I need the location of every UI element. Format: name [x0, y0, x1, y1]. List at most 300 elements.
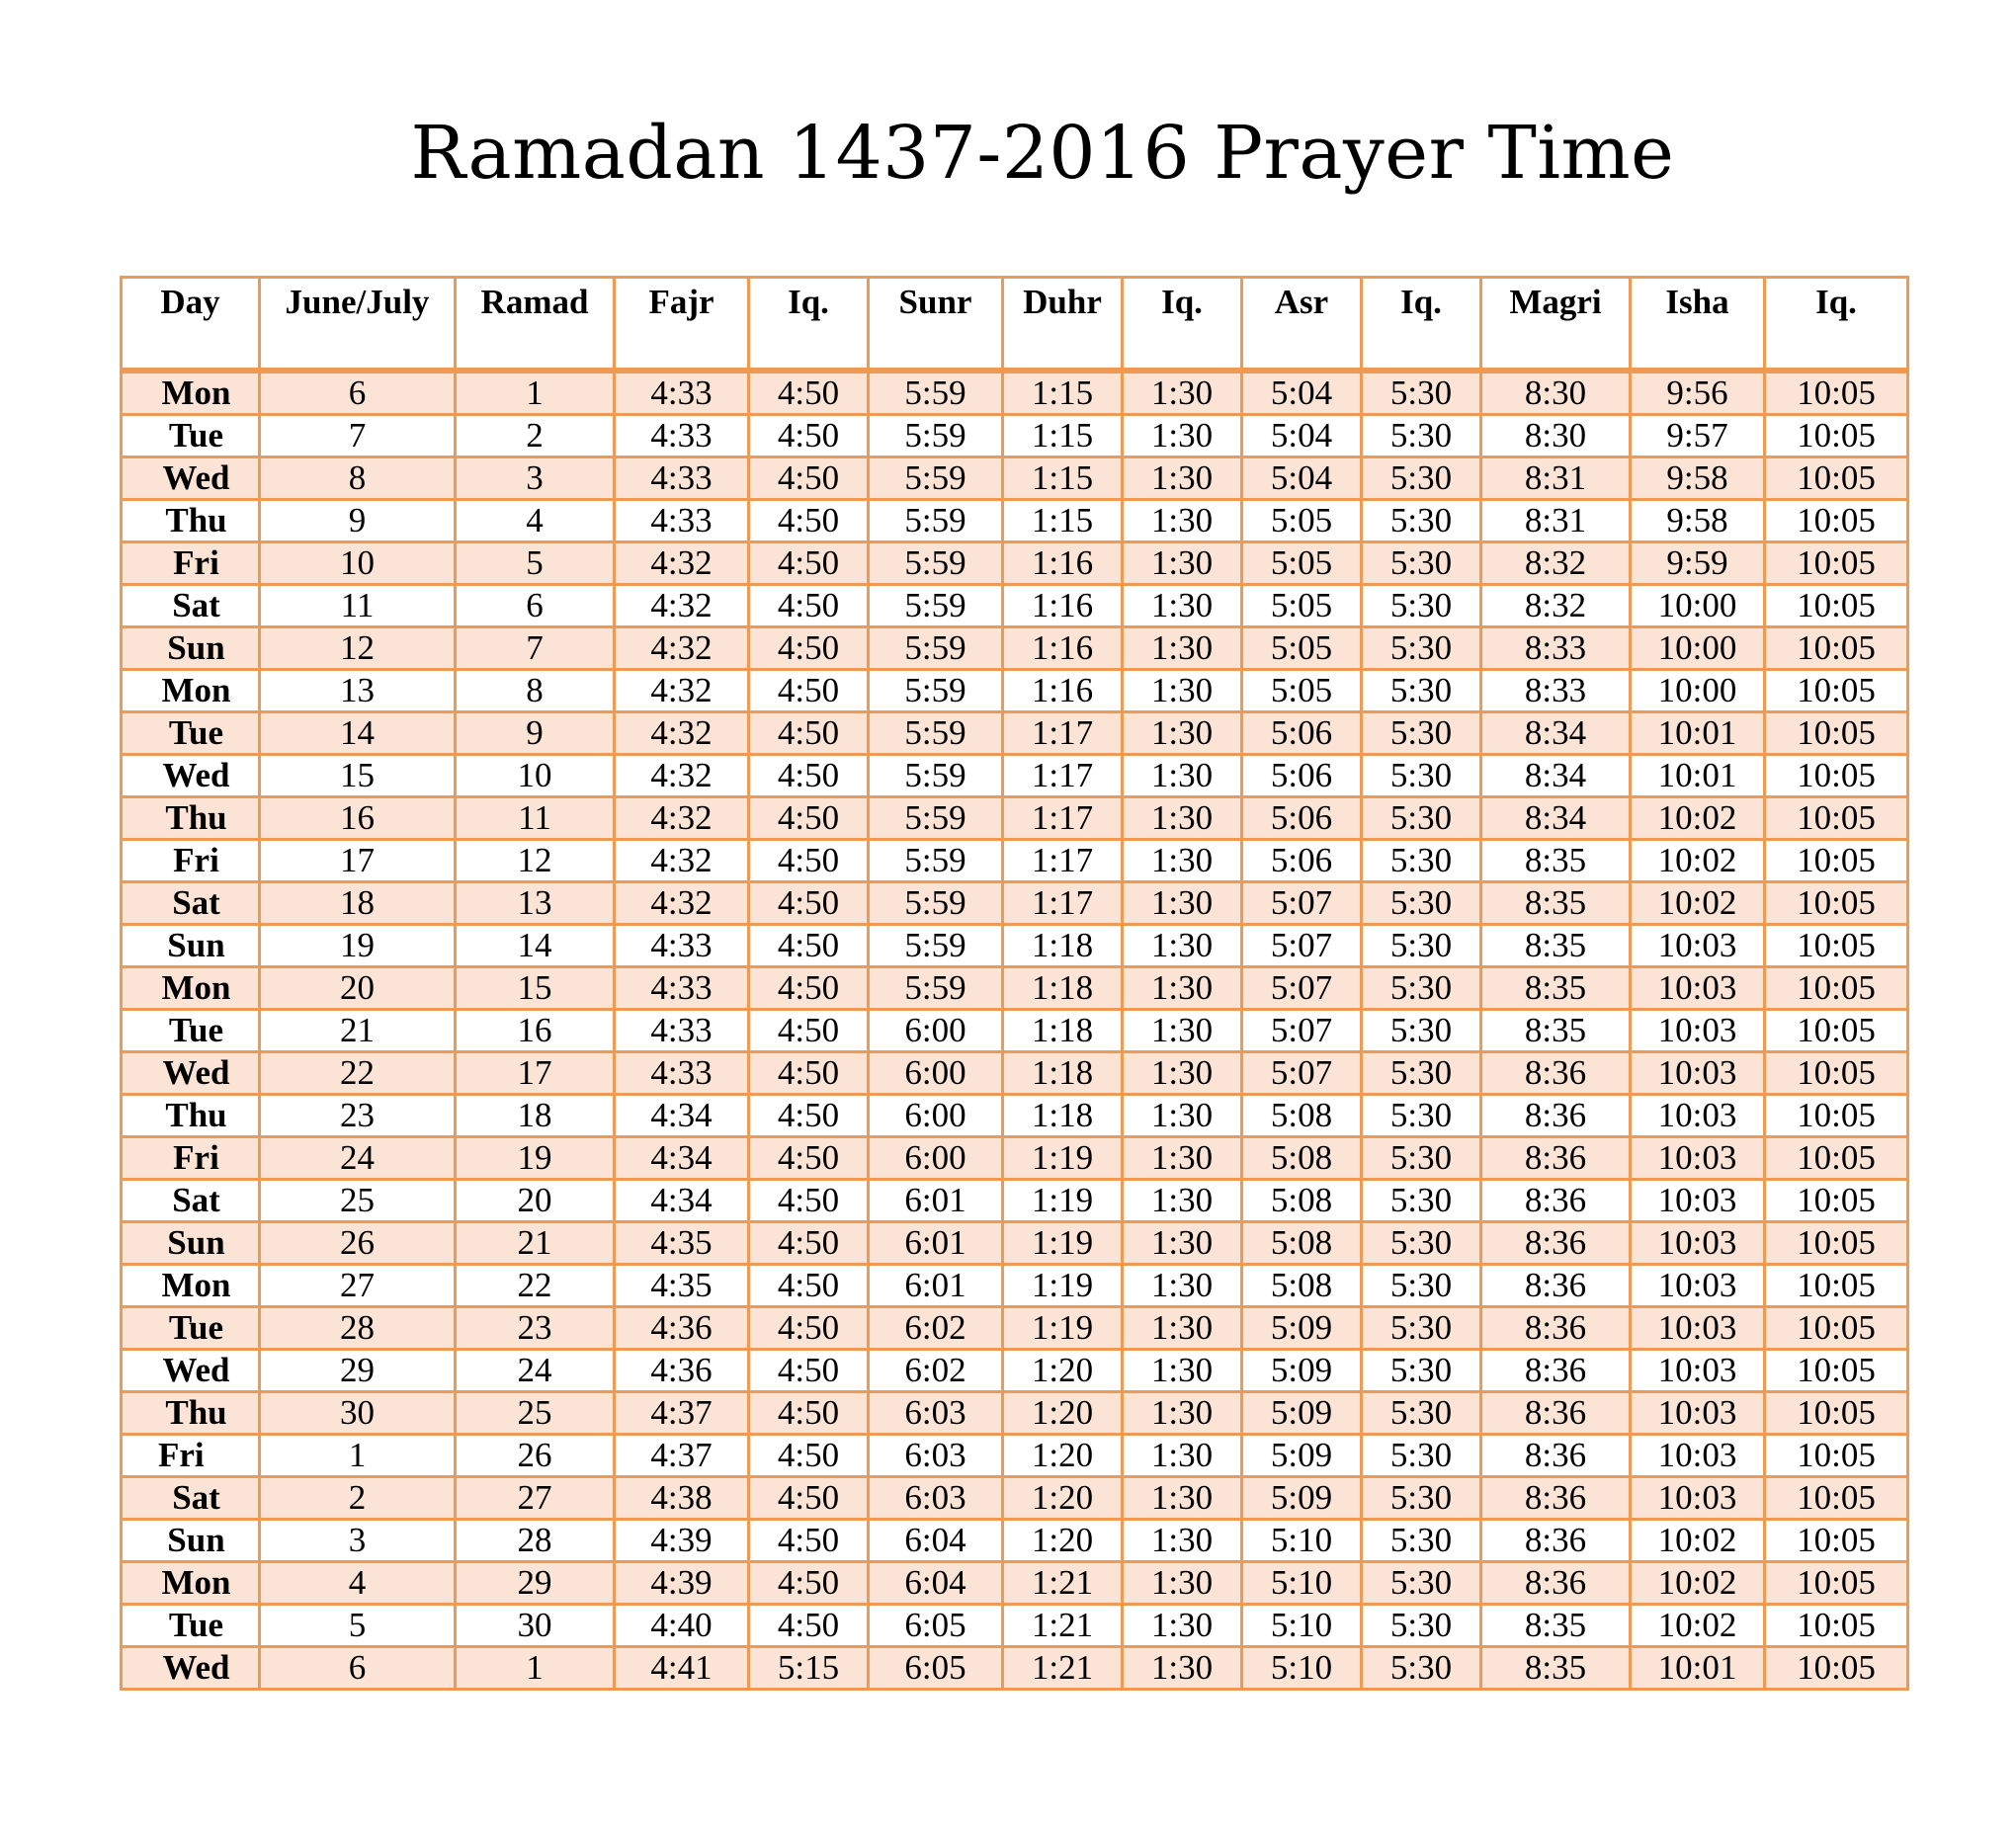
ramadan-day-cell: 14	[456, 925, 615, 967]
table-row	[122, 1095, 1908, 1137]
ramadan-day-cell: 8	[456, 670, 615, 712]
maghrib-cell: 8:36	[1481, 1477, 1631, 1520]
date-cell: 21	[260, 1010, 456, 1052]
fajr-cell: 4:33	[615, 371, 749, 415]
header-isha: Isha	[1631, 278, 1765, 372]
day-cell: Fri	[122, 542, 260, 585]
duhr-cell: 1:19	[1003, 1265, 1123, 1307]
date-cell: 26	[260, 1222, 456, 1265]
header-fajr-iqama: Iq.	[749, 278, 869, 372]
fajr-cell: 4:33	[615, 967, 749, 1010]
asr-cell: 5:05	[1242, 585, 1362, 627]
asr-iqama-cell: 5:30	[1362, 1562, 1481, 1605]
duhr-cell: 1:15	[1003, 457, 1123, 500]
date-cell: 11	[260, 585, 456, 627]
maghrib-cell: 8:34	[1481, 712, 1631, 755]
duhr-cell: 1:16	[1003, 627, 1123, 670]
header-ramadan-day: Ramad	[456, 278, 615, 372]
sunrise-cell: 6:01	[869, 1265, 1003, 1307]
fajr-cell: 4:39	[615, 1520, 749, 1562]
duhr-iqama-cell: 1:30	[1123, 1052, 1242, 1095]
asr-iqama-cell: 5:30	[1362, 500, 1481, 542]
isha-iqama-cell: 10:05	[1765, 925, 1908, 967]
duhr-iqama-cell: 1:30	[1123, 967, 1242, 1010]
ramadan-day-cell: 22	[456, 1265, 615, 1307]
day-cell: Sat	[122, 585, 260, 627]
sunrise-cell: 6:01	[869, 1222, 1003, 1265]
day-cell: Sat	[122, 882, 260, 925]
fajr-cell: 4:33	[615, 1052, 749, 1095]
fajr-cell: 4:32	[615, 627, 749, 670]
sunrise-cell: 5:59	[869, 840, 1003, 882]
duhr-iqama-cell: 1:30	[1123, 500, 1242, 542]
duhr-cell: 1:20	[1003, 1477, 1123, 1520]
asr-iqama-cell: 5:30	[1362, 1350, 1481, 1392]
date-cell: 6	[260, 371, 456, 415]
isha-cell: 10:03	[1631, 967, 1765, 1010]
ramadan-day-cell: 9	[456, 712, 615, 755]
duhr-iqama-cell: 1:30	[1123, 840, 1242, 882]
table-row	[122, 1477, 1908, 1520]
day-cell: Thu	[122, 1392, 260, 1435]
duhr-iqama-cell: 1:30	[1123, 1350, 1242, 1392]
fajr-iqama-cell: 4:50	[749, 712, 869, 755]
fajr-cell: 4:41	[615, 1647, 749, 1690]
table-row	[122, 755, 1908, 797]
header-sunrise: Sunr	[869, 278, 1003, 372]
header-fajr: Fajr	[615, 278, 749, 372]
duhr-cell: 1:15	[1003, 415, 1123, 457]
date-cell: 5	[260, 1605, 456, 1647]
isha-iqama-cell: 10:05	[1765, 1010, 1908, 1052]
duhr-iqama-cell: 1:30	[1123, 457, 1242, 500]
fajr-iqama-cell: 4:50	[749, 1010, 869, 1052]
isha-cell: 10:01	[1631, 712, 1765, 755]
duhr-iqama-cell: 1:30	[1123, 1307, 1242, 1350]
isha-iqama-cell: 10:05	[1765, 1392, 1908, 1435]
duhr-iqama-cell: 1:30	[1123, 1180, 1242, 1222]
duhr-iqama-cell: 1:30	[1123, 882, 1242, 925]
day-cell: Tue	[122, 1605, 260, 1647]
date-cell: 3	[260, 1520, 456, 1562]
maghrib-cell: 8:35	[1481, 1647, 1631, 1690]
duhr-iqama-cell: 1:30	[1123, 542, 1242, 585]
maghrib-cell: 8:32	[1481, 585, 1631, 627]
date-cell: 2	[260, 1477, 456, 1520]
table-row	[122, 797, 1908, 840]
day-cell: Wed	[122, 755, 260, 797]
duhr-iqama-cell: 1:30	[1123, 1137, 1242, 1180]
sunrise-cell: 5:59	[869, 670, 1003, 712]
fajr-cell: 4:33	[615, 457, 749, 500]
asr-cell: 5:07	[1242, 1010, 1362, 1052]
day-cell: Mon	[122, 371, 260, 415]
ramadan-day-cell: 27	[456, 1477, 615, 1520]
asr-iqama-cell: 5:30	[1362, 585, 1481, 627]
fajr-iqama-cell: 4:50	[749, 1562, 869, 1605]
duhr-cell: 1:17	[1003, 840, 1123, 882]
isha-iqama-cell: 10:05	[1765, 1052, 1908, 1095]
asr-cell: 5:09	[1242, 1350, 1362, 1392]
duhr-cell: 1:16	[1003, 585, 1123, 627]
fajr-cell: 4:35	[615, 1222, 749, 1265]
sunrise-cell: 6:05	[869, 1647, 1003, 1690]
asr-cell: 5:08	[1242, 1095, 1362, 1137]
duhr-cell: 1:18	[1003, 1095, 1123, 1137]
day-cell: Mon	[122, 670, 260, 712]
isha-cell: 10:03	[1631, 1052, 1765, 1095]
asr-cell: 5:08	[1242, 1265, 1362, 1307]
sunrise-cell: 5:59	[869, 627, 1003, 670]
isha-cell: 10:03	[1631, 925, 1765, 967]
asr-cell: 5:07	[1242, 967, 1362, 1010]
sunrise-cell: 6:04	[869, 1520, 1003, 1562]
table-row	[122, 967, 1908, 1010]
fajr-cell: 4:33	[615, 500, 749, 542]
duhr-cell: 1:19	[1003, 1137, 1123, 1180]
maghrib-cell: 8:30	[1481, 371, 1631, 415]
date-cell: 6	[260, 1647, 456, 1690]
isha-iqama-cell: 10:05	[1765, 1307, 1908, 1350]
ramadan-day-cell: 15	[456, 967, 615, 1010]
asr-cell: 5:05	[1242, 542, 1362, 585]
sunrise-cell: 5:59	[869, 585, 1003, 627]
date-cell: 28	[260, 1307, 456, 1350]
ramadan-day-cell: 25	[456, 1392, 615, 1435]
duhr-iqama-cell: 1:30	[1123, 797, 1242, 840]
asr-cell: 5:08	[1242, 1180, 1362, 1222]
isha-iqama-cell: 10:05	[1765, 1222, 1908, 1265]
table-row	[122, 1647, 1908, 1690]
day-cell: Thu	[122, 1095, 260, 1137]
table-row	[122, 1307, 1908, 1350]
ramadan-day-cell: 29	[456, 1562, 615, 1605]
isha-cell: 10:03	[1631, 1222, 1765, 1265]
asr-iqama-cell: 5:30	[1362, 797, 1481, 840]
fajr-iqama-cell: 4:50	[749, 1265, 869, 1307]
duhr-iqama-cell: 1:30	[1123, 1562, 1242, 1605]
asr-cell: 5:09	[1242, 1392, 1362, 1435]
maghrib-cell: 8:34	[1481, 755, 1631, 797]
fajr-iqama-cell: 4:50	[749, 1435, 869, 1477]
fajr-cell: 4:32	[615, 670, 749, 712]
fajr-iqama-cell: 4:50	[749, 1095, 869, 1137]
asr-cell: 5:07	[1242, 1052, 1362, 1095]
isha-cell: 10:03	[1631, 1392, 1765, 1435]
duhr-cell: 1:20	[1003, 1435, 1123, 1477]
isha-iqama-cell: 10:05	[1765, 415, 1908, 457]
asr-cell: 5:10	[1242, 1562, 1362, 1605]
duhr-cell: 1:18	[1003, 1010, 1123, 1052]
duhr-iqama-cell: 1:30	[1123, 712, 1242, 755]
day-cell: Wed	[122, 1350, 260, 1392]
duhr-cell: 1:21	[1003, 1605, 1123, 1647]
ramadan-day-cell: 10	[456, 755, 615, 797]
duhr-cell: 1:19	[1003, 1180, 1123, 1222]
isha-iqama-cell: 10:05	[1765, 1095, 1908, 1137]
fajr-cell: 4:32	[615, 712, 749, 755]
date-cell: 29	[260, 1350, 456, 1392]
isha-cell: 9:58	[1631, 500, 1765, 542]
ramadan-day-cell: 1	[456, 1647, 615, 1690]
sunrise-cell: 6:03	[869, 1435, 1003, 1477]
isha-iqama-cell: 10:05	[1765, 797, 1908, 840]
fajr-cell: 4:39	[615, 1562, 749, 1605]
day-cell: Fri	[122, 840, 260, 882]
asr-iqama-cell: 5:30	[1362, 1265, 1481, 1307]
asr-iqama-cell: 5:30	[1362, 967, 1481, 1010]
duhr-iqama-cell: 1:30	[1123, 1095, 1242, 1137]
asr-cell: 5:04	[1242, 415, 1362, 457]
isha-cell: 10:03	[1631, 1137, 1765, 1180]
asr-cell: 5:09	[1242, 1435, 1362, 1477]
isha-iqama-cell: 10:05	[1765, 500, 1908, 542]
header-isha-iqama: Iq.	[1765, 278, 1908, 372]
isha-cell: 10:00	[1631, 670, 1765, 712]
asr-cell: 5:10	[1242, 1647, 1362, 1690]
fajr-iqama-cell: 5:15	[749, 1647, 869, 1690]
isha-cell: 10:02	[1631, 797, 1765, 840]
asr-iqama-cell: 5:30	[1362, 1052, 1481, 1095]
asr-iqama-cell: 5:30	[1362, 882, 1481, 925]
fajr-iqama-cell: 4:50	[749, 797, 869, 840]
asr-iqama-cell: 5:30	[1362, 1010, 1481, 1052]
isha-iqama-cell: 10:05	[1765, 1435, 1908, 1477]
asr-iqama-cell: 5:30	[1362, 840, 1481, 882]
maghrib-cell: 8:36	[1481, 1137, 1631, 1180]
duhr-cell: 1:17	[1003, 882, 1123, 925]
isha-iqama-cell: 10:05	[1765, 1520, 1908, 1562]
asr-cell: 5:09	[1242, 1307, 1362, 1350]
isha-cell: 9:57	[1631, 415, 1765, 457]
maghrib-cell: 8:36	[1481, 1222, 1631, 1265]
duhr-cell: 1:16	[1003, 670, 1123, 712]
fajr-iqama-cell: 4:50	[749, 542, 869, 585]
maghrib-cell: 8:36	[1481, 1392, 1631, 1435]
isha-iqama-cell: 10:05	[1765, 1180, 1908, 1222]
fajr-iqama-cell: 4:50	[749, 1307, 869, 1350]
header-row	[122, 278, 1908, 372]
fajr-iqama-cell: 4:50	[749, 1477, 869, 1520]
sunrise-cell: 6:02	[869, 1307, 1003, 1350]
isha-cell: 10:03	[1631, 1477, 1765, 1520]
table-row	[122, 1392, 1908, 1435]
asr-cell: 5:07	[1242, 925, 1362, 967]
table-row	[122, 627, 1908, 670]
maghrib-cell: 8:33	[1481, 670, 1631, 712]
ramadan-day-cell: 6	[456, 585, 615, 627]
fajr-iqama-cell: 4:50	[749, 925, 869, 967]
day-cell: Tue	[122, 712, 260, 755]
duhr-cell: 1:17	[1003, 755, 1123, 797]
day-cell: Mon	[122, 1562, 260, 1605]
day-cell: Fri	[122, 1137, 260, 1180]
ramadan-day-cell: 2	[456, 415, 615, 457]
ramadan-day-cell: 19	[456, 1137, 615, 1180]
ramadan-day-cell: 23	[456, 1307, 615, 1350]
isha-iqama-cell: 10:05	[1765, 1477, 1908, 1520]
duhr-iqama-cell: 1:30	[1123, 1265, 1242, 1307]
table-row	[122, 712, 1908, 755]
day-cell: Thu	[122, 500, 260, 542]
isha-iqama-cell: 10:05	[1765, 1265, 1908, 1307]
isha-cell: 10:03	[1631, 1435, 1765, 1477]
fajr-cell: 4:40	[615, 1605, 749, 1647]
header-duhr-iqama: Iq.	[1123, 278, 1242, 372]
sunrise-cell: 5:59	[869, 797, 1003, 840]
day-cell: Tue	[122, 415, 260, 457]
fajr-cell: 4:34	[615, 1137, 749, 1180]
ramadan-day-cell: 5	[456, 542, 615, 585]
day-cell: Fri	[122, 1435, 260, 1477]
maghrib-cell: 8:35	[1481, 882, 1631, 925]
duhr-iqama-cell: 1:30	[1123, 1010, 1242, 1052]
fajr-iqama-cell: 4:50	[749, 967, 869, 1010]
ramadan-day-cell: 1	[456, 371, 615, 415]
asr-iqama-cell: 5:30	[1362, 1307, 1481, 1350]
date-cell: 18	[260, 882, 456, 925]
maghrib-cell: 8:36	[1481, 1562, 1631, 1605]
fajr-iqama-cell: 4:50	[749, 585, 869, 627]
asr-iqama-cell: 5:30	[1362, 542, 1481, 585]
date-cell: 30	[260, 1392, 456, 1435]
date-cell: 1	[260, 1435, 456, 1477]
isha-iqama-cell: 10:05	[1765, 670, 1908, 712]
isha-cell: 10:03	[1631, 1095, 1765, 1137]
asr-iqama-cell: 5:30	[1362, 925, 1481, 967]
maghrib-cell: 8:34	[1481, 797, 1631, 840]
table-body	[122, 371, 1908, 1690]
duhr-iqama-cell: 1:30	[1123, 1477, 1242, 1520]
asr-cell: 5:06	[1242, 840, 1362, 882]
date-cell: 10	[260, 542, 456, 585]
maghrib-cell: 8:36	[1481, 1095, 1631, 1137]
page-title: Ramadan 1437-2016 Prayer Time	[410, 110, 1675, 196]
duhr-iqama-cell: 1:30	[1123, 1392, 1242, 1435]
maghrib-cell: 8:30	[1481, 415, 1631, 457]
fajr-cell: 4:32	[615, 585, 749, 627]
header-duhr: Duhr	[1003, 278, 1123, 372]
asr-iqama-cell: 5:30	[1362, 755, 1481, 797]
duhr-iqama-cell: 1:30	[1123, 1435, 1242, 1477]
asr-iqama-cell: 5:30	[1362, 1222, 1481, 1265]
fajr-iqama-cell: 4:50	[749, 1052, 869, 1095]
table-row	[122, 415, 1908, 457]
table-row	[122, 1265, 1908, 1307]
duhr-cell: 1:18	[1003, 925, 1123, 967]
asr-iqama-cell: 5:30	[1362, 712, 1481, 755]
sunrise-cell: 6:00	[869, 1010, 1003, 1052]
table-row	[122, 670, 1908, 712]
fajr-cell: 4:35	[615, 1265, 749, 1307]
ramadan-day-cell: 7	[456, 627, 615, 670]
table-row	[122, 585, 1908, 627]
duhr-cell: 1:16	[1003, 542, 1123, 585]
header-maghrib: Magri	[1481, 278, 1631, 372]
duhr-cell: 1:19	[1003, 1307, 1123, 1350]
ramadan-day-cell: 12	[456, 840, 615, 882]
ramadan-day-cell: 18	[456, 1095, 615, 1137]
isha-iqama-cell: 10:05	[1765, 1605, 1908, 1647]
header-asr-iqama: Iq.	[1362, 278, 1481, 372]
fajr-cell: 4:36	[615, 1350, 749, 1392]
date-cell: 4	[260, 1562, 456, 1605]
date-cell: 12	[260, 627, 456, 670]
table-row	[122, 457, 1908, 500]
asr-iqama-cell: 5:30	[1362, 1605, 1481, 1647]
date-cell: 8	[260, 457, 456, 500]
fajr-cell: 4:37	[615, 1435, 749, 1477]
fajr-iqama-cell: 4:50	[749, 755, 869, 797]
asr-iqama-cell: 5:30	[1362, 1520, 1481, 1562]
duhr-iqama-cell: 1:30	[1123, 585, 1242, 627]
isha-iqama-cell: 10:05	[1765, 1137, 1908, 1180]
day-cell: Wed	[122, 457, 260, 500]
fajr-iqama-cell: 4:50	[749, 1137, 869, 1180]
duhr-cell: 1:19	[1003, 1222, 1123, 1265]
fajr-iqama-cell: 4:50	[749, 1520, 869, 1562]
header-date: June/July	[260, 278, 456, 372]
asr-iqama-cell: 5:30	[1362, 1095, 1481, 1137]
date-cell: 23	[260, 1095, 456, 1137]
isha-cell: 10:02	[1631, 840, 1765, 882]
day-cell: Sat	[122, 1180, 260, 1222]
duhr-cell: 1:21	[1003, 1647, 1123, 1690]
isha-cell: 10:02	[1631, 1562, 1765, 1605]
duhr-iqama-cell: 1:30	[1123, 1647, 1242, 1690]
asr-iqama-cell: 5:30	[1362, 457, 1481, 500]
maghrib-cell: 8:36	[1481, 1180, 1631, 1222]
duhr-cell: 1:17	[1003, 712, 1123, 755]
ramadan-day-cell: 30	[456, 1605, 615, 1647]
sunrise-cell: 6:00	[869, 1137, 1003, 1180]
sunrise-cell: 6:01	[869, 1180, 1003, 1222]
duhr-cell: 1:21	[1003, 1562, 1123, 1605]
duhr-cell: 1:17	[1003, 797, 1123, 840]
asr-iqama-cell: 5:30	[1362, 415, 1481, 457]
table-row	[122, 1052, 1908, 1095]
sunrise-cell: 6:00	[869, 1052, 1003, 1095]
asr-iqama-cell: 5:30	[1362, 1477, 1481, 1520]
date-cell: 9	[260, 500, 456, 542]
duhr-cell: 1:15	[1003, 371, 1123, 415]
day-cell: Sat	[122, 1477, 260, 1520]
date-cell: 16	[260, 797, 456, 840]
isha-iqama-cell: 10:05	[1765, 627, 1908, 670]
duhr-iqama-cell: 1:30	[1123, 371, 1242, 415]
table-row	[122, 1520, 1908, 1562]
fajr-iqama-cell: 4:50	[749, 1392, 869, 1435]
isha-iqama-cell: 10:05	[1765, 1647, 1908, 1690]
fajr-cell: 4:32	[615, 840, 749, 882]
date-cell: 15	[260, 755, 456, 797]
sunrise-cell: 5:59	[869, 415, 1003, 457]
fajr-cell: 4:32	[615, 755, 749, 797]
table-row	[122, 925, 1908, 967]
fajr-cell: 4:32	[615, 542, 749, 585]
fajr-iqama-cell: 4:50	[749, 500, 869, 542]
fajr-cell: 4:37	[615, 1392, 749, 1435]
duhr-iqama-cell: 1:30	[1123, 1605, 1242, 1647]
asr-cell: 5:05	[1242, 500, 1362, 542]
ramadan-day-cell: 28	[456, 1520, 615, 1562]
maghrib-cell: 8:36	[1481, 1052, 1631, 1095]
isha-iqama-cell: 10:05	[1765, 371, 1908, 415]
sunrise-cell: 5:59	[869, 882, 1003, 925]
asr-cell: 5:04	[1242, 371, 1362, 415]
table-row	[122, 1222, 1908, 1265]
fajr-iqama-cell: 4:50	[749, 840, 869, 882]
